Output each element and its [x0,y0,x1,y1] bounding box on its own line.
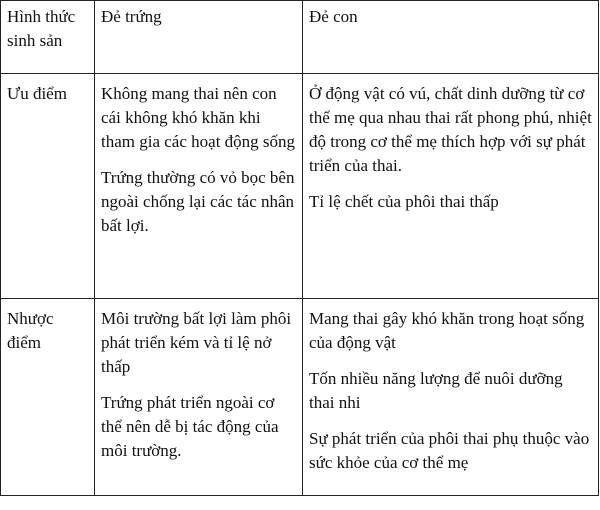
advantages-row [1,74,599,299]
advantage-oviparous-point: Không mang thai nên con cái không khó khăn khi tham gia các hoạt động sống [101,84,296,151]
row-label-disadvantages: Nhược điểm [1,299,95,496]
advantages-oviparous-cell [95,74,303,299]
header-reproduction-type: Hình thức sinh sản [1,1,95,74]
disadvantages-row [1,299,599,496]
disadvantages-oviparous-cell [95,299,303,496]
header-oviparous: Đẻ trứng [95,1,303,74]
disadvantages-viviparous-cell [303,299,599,496]
disadvantage-viviparous-point: Mang thai gây khó khăn trong hoạt sống của động vật [309,309,585,352]
disadvantage-oviparous-point: Trứng phát triển ngoài cơ thể nên dễ bị tác động của môi trường. [101,393,279,460]
advantages-viviparous-cell [303,74,599,299]
disadvantage-oviparous-point: Môi trường bất lợi làm phôi phát triển kém và tỉ lệ nở thấp [101,309,292,376]
advantage-viviparous-point: Tỉ lệ chết của phôi thai thấp [309,192,499,211]
advantage-viviparous-point: Ở động vật có vú, chất dinh dưỡng từ cơ thể mẹ qua nhau thai rất phong phú, nhiệt độ trong cơ thể mẹ thích hợp với sự phát triển của thai. [309,84,592,175]
header-viviparous: Đẻ con [303,1,599,74]
row-label-advantages: Ưu điểm [1,74,95,299]
disadvantage-viviparous-point: Tốn nhiều năng lượng để nuôi dưỡng thai nhi [309,369,563,412]
advantage-oviparous-point: Trứng thường có vỏ bọc bên ngoài chống lại các tác nhân bất lợi. [101,168,295,235]
header-row [1,1,599,74]
disadvantage-viviparous-point: Sự phát triển của phôi thai phụ thuộc vào sức khỏe của cơ thể mẹ [309,429,590,472]
